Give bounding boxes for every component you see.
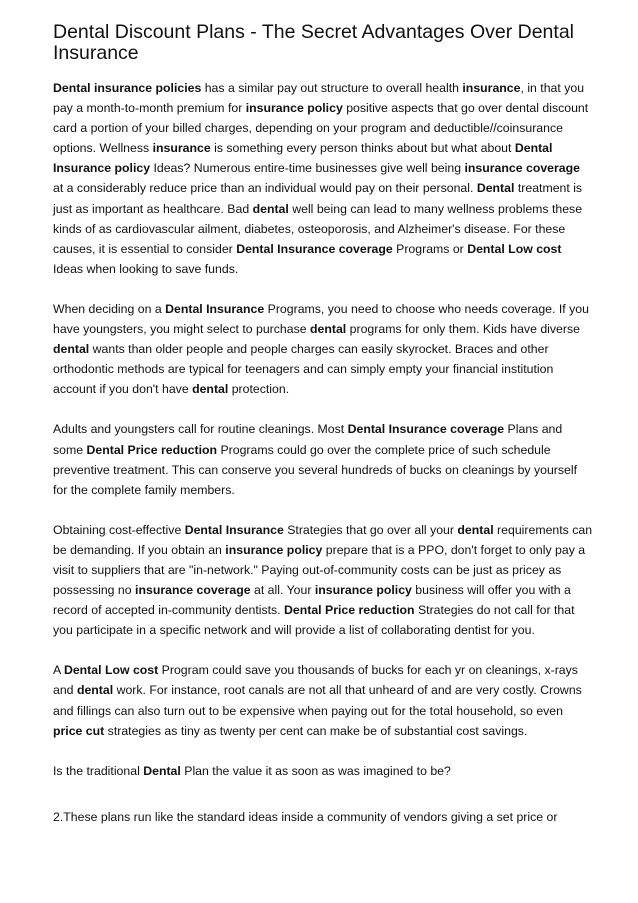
bold-keyword: dental [310,322,347,337]
text-run: Obtaining cost-effective [53,522,185,537]
bold-keyword: dental [53,342,90,357]
text-run: at all. Your [250,583,315,598]
bold-keyword: Dental [143,763,181,778]
text-run: at a considerably reduce price than an individual would pay on their personal. [53,181,477,196]
paragraph-7 [53,807,593,827]
bold-keyword: insurance [462,81,521,95]
text-run: positive aspects that go over dental discount card a portion of your billed charges, depending on your program and deductible//coinsurance options. Wellness [53,101,589,156]
bold-keyword: dental [76,683,114,698]
text-run: Programs, you need to choose who needs coverage. If you have youngsters, you might select to purchase [53,301,589,337]
text-run: Program could save you thousands of bucks for each yr on cleanings, x-rays and [53,663,578,698]
text-run: requirements can be demanding. If you obtain an [53,522,593,557]
bold-keyword: dental [457,522,494,537]
text-run: prepare that is a PPO, don't forget to only pay a visit to suppliers that are "in-network." Paying out-of-community costs can be just as pricey as possessing no [53,542,586,598]
text-run: work. For instance, root canals are not all that unheard of and are very costly. Crowns and fillings can also turn out to be expensive when paying out for the total household, so even [53,683,582,718]
paragraph-6 [53,761,593,781]
text-run: Programs could go over the complete price of such schedule preventive treatment. This can conserve you several hundreds of bucks on cleanings by yourself for the complete family members. [53,442,578,497]
bold-keyword: Dental insurance policies [53,81,202,95]
bold-keyword: insurance coverage [135,583,251,598]
bold-keyword: dental [192,382,229,397]
text-run: programs for only them. Kids have diverse [346,322,580,337]
text-run: 2.These plans run like the standard ideas inside a community of vendors giving a set price or [53,809,558,824]
bold-keyword: insurance coverage [464,161,580,176]
text-run: When deciding on a [53,301,166,316]
bold-keyword: price cut [53,723,105,738]
text-run: Ideas when looking to save funds. [53,261,239,276]
text-run: Adults and youngsters call for routine cleanings. Most [53,422,348,437]
paragraph-3 [53,419,593,499]
text-run: Strategies that go over all your [283,522,458,537]
text-run: Strategies do not call for that you participate in a specific network and will provide a list of collaborating dentist for you. [53,603,575,638]
text-run: strategies as tiny as twenty per cent can make be of substantial cost savings. [104,723,528,738]
bold-keyword: Dental Insurance [165,301,265,316]
text-run: Programs or [392,241,468,256]
bold-keyword: Dental Price reduction [86,442,218,457]
bold-keyword: Dental Low cost [467,241,562,256]
bold-keyword: insurance policy [225,542,323,557]
paragraph-1 [53,78,593,279]
bold-keyword: Dental Insurance coverage [347,422,505,437]
text-run: Plans and some [53,422,563,457]
bold-keyword: Dental Insurance coverage [236,241,393,256]
text-run: treatment is just as important as healthcare. Bad [53,181,583,216]
text-run: has a similar pay out structure to overall health [201,81,463,95]
text-run: is something every person thinks about but what about [210,141,515,156]
text-run: well being can lead to many wellness problems these kinds of as cardiovascular ailment, diabetes, osteoporosis, and Alzheimer's disease. For these causes, it is essential to consider [53,201,583,256]
text-run: A [53,663,64,678]
text-run: Ideas? Numerous entire-time businesses give well being [150,161,465,176]
bold-keyword: insurance [152,141,211,156]
text-run: , in that you pay a month-to-month premium for [53,81,585,116]
paragraph-5 [53,660,593,740]
bold-keyword: Dental Price reduction [284,603,415,618]
paragraph-2 [53,299,593,399]
text-run: wants than older people and people charges can easily skyrocket. Braces and other orthodontic methods are typical for teenagers and can simply empty your financial institution account if you don't have [53,342,554,397]
text-run: protection. [228,382,290,397]
document-title: Dental Discount Plans - The Secret Advantages Over Dental Insurance [53,21,574,64]
bold-keyword: Dental [476,181,515,196]
bold-keyword: Dental Insurance policy [53,141,553,176]
bold-keyword: insurance policy [245,101,343,116]
bold-keyword: Dental Low cost [63,663,159,678]
bold-keyword: insurance policy [314,583,412,598]
bold-keyword: Dental Insurance [184,522,284,537]
bold-keyword: dental [252,201,289,216]
text-run: business will offer you with a record of accepted in-community dentists. [53,583,571,618]
paragraph-4 [53,520,593,641]
text-run: Plan the value it as soon as was imagined to be? [180,763,451,778]
document-page [53,22,593,847]
text-run: Is the traditional [53,763,144,778]
